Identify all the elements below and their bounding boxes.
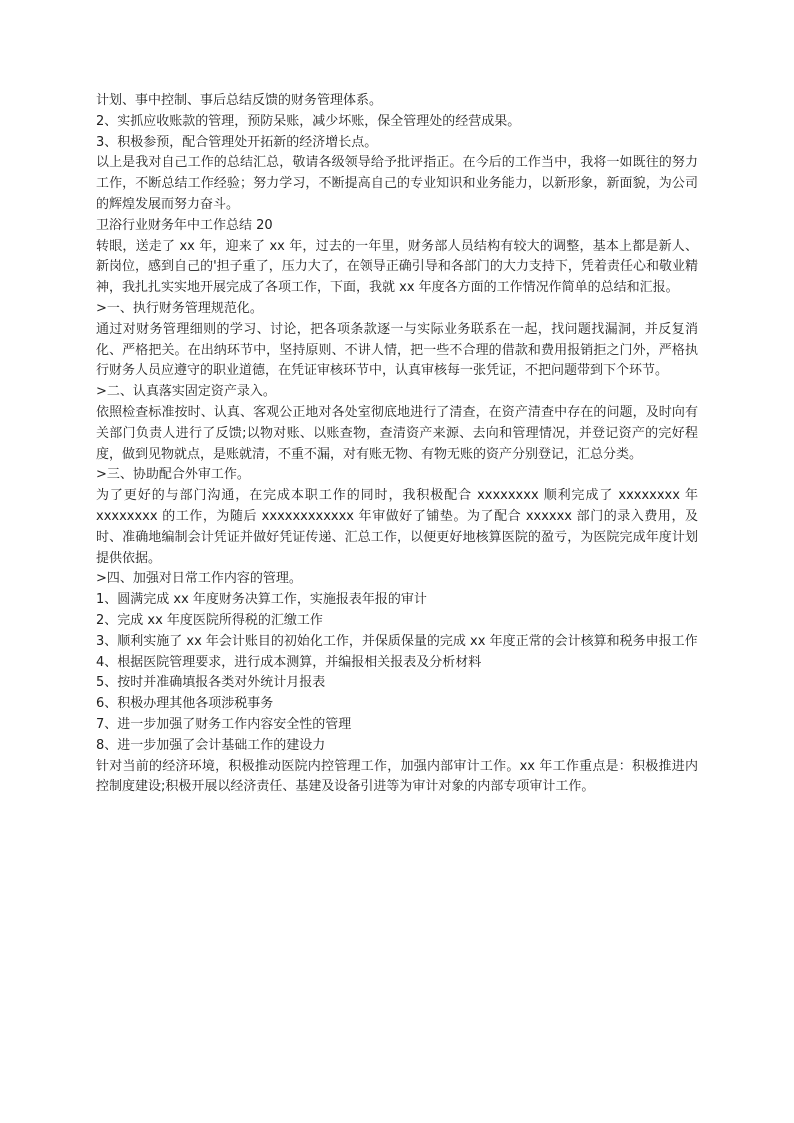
section-heading-4: >四、加强对日常工作内容的管理。 — [96, 571, 302, 587]
section-heading-1: >一、执行财务管理规范化。 — [96, 300, 263, 316]
section-body-1: 通过对财务管理细则的学习、讨论，把各项条款逐一与实际业务联系在一起，找问题找漏洞，并反复消化、严格把关。在出纳环节中，坚持原则、不讲人情，把一些不合理的借款和费用报销拒之门外，严格执行财务人员应遵守的职业道德，在凭证审核环节中，认真审核每一张凭证，不把问题带到下个环节。 — [96, 321, 698, 379]
closing-paragraph: 针对当前的经济环境，积极推动医院内控管理工作，加强内部审计工作。xx 年工作重点是：积极推进内控制度建设;积极开展以经济责任、基建及设备引进等为审计对象的内部专项审计工作。 — [96, 758, 698, 795]
text-line: 3、积极参预，配合管理处开拓新的经济增长点。 — [96, 134, 378, 150]
list-item: 8、进一步加强了会计基础工作的建设力 — [96, 737, 326, 753]
intro-paragraph: 转眼，送走了 xx 年，迎来了 xx 年，过去的一年里，财务部人员结构有较大的调整，基本上都是新人、新岗位，感到自己的'担子重了，压力大了，在领导正确引导和各部门的大力支持下，凭着责任心和敬业精神，我扎扎实实地开展完成了各项工作，下面，我就 xx 年度各方面的工作情况作简单的总结和汇报。 — [96, 238, 698, 296]
list-item: 4、根据医院管理要求，进行成本测算，并编报相关报表及分析材料 — [96, 654, 482, 670]
list-item: 3、顺利实施了 xx 年会计账目的初始化工作，并保质保量的完成 xx 年度正常的会计核算和税务申报工作 — [96, 633, 698, 649]
section-heading-3: >三、协助配合外审工作。 — [96, 467, 250, 483]
section-body-2: 依照检查标准按时、认真、客观公正地对各处室彻底地进行了清查，在资产清查中存在的问题，及时向有关部门负责人进行了反馈;以物对账、以账查物，查清资产来源、去向和管理情况，并登记资产的完好程度，做到见物就点，是账就清，不重不漏，对有账无物、有物无账的资产分别登记，汇总分类。 — [96, 404, 698, 462]
section-title: 卫浴行业财务年中工作总结 20 — [96, 217, 273, 233]
list-item: 5、按时并准确填报各类对外统计月报表 — [96, 675, 326, 691]
conclusion-paragraph: 以上是我对自己工作的总结汇总，敬请各级领导给予批评指正。在今后的工作当中，我将一如既往的努力工作，不断总结工作经验；努力学习，不断提高自己的专业知识和业务能力，以新形象，新面貌，为公司的辉煌发展而努力奋斗。 — [96, 155, 698, 212]
list-item: 7、进一步加强了财务工作内容安全性的管理 — [96, 716, 352, 732]
list-item: 1、圆满完成 xx 年度财务决算工作，实施报表年报的审计 — [96, 592, 427, 608]
text-line: 2、实抓应收账款的管理，预防呆账，减少坏账，保全管理处的经营成果。 — [96, 113, 521, 129]
section-body-3: 为了更好的与部门沟通，在完成本职工作的同时，我积极配合 xxxxxxxx 顺利完成了 xxxxxxxx 年xxxxxxxx 的工作，为随后 xxxxxxxxxxxx 年审做好了铺垫。为了配合 xxxxxx 部门的录入费用，及时、准确地编制会计凭证并做好凭证传递、汇总工作，以便更好地核算医院的盈亏，为医院完成年度计划提供依据。 — [96, 488, 698, 566]
section-heading-2: >二、认真落实固定资产录入。 — [96, 384, 276, 400]
list-item: 6、积极办理其他各项涉税事务 — [96, 696, 274, 712]
list-item: 2、完成 xx 年度医院所得税的汇缴工作 — [96, 612, 323, 628]
text-line: 计划、事中控制、事后总结反馈的财务管理体系。 — [96, 93, 383, 108]
